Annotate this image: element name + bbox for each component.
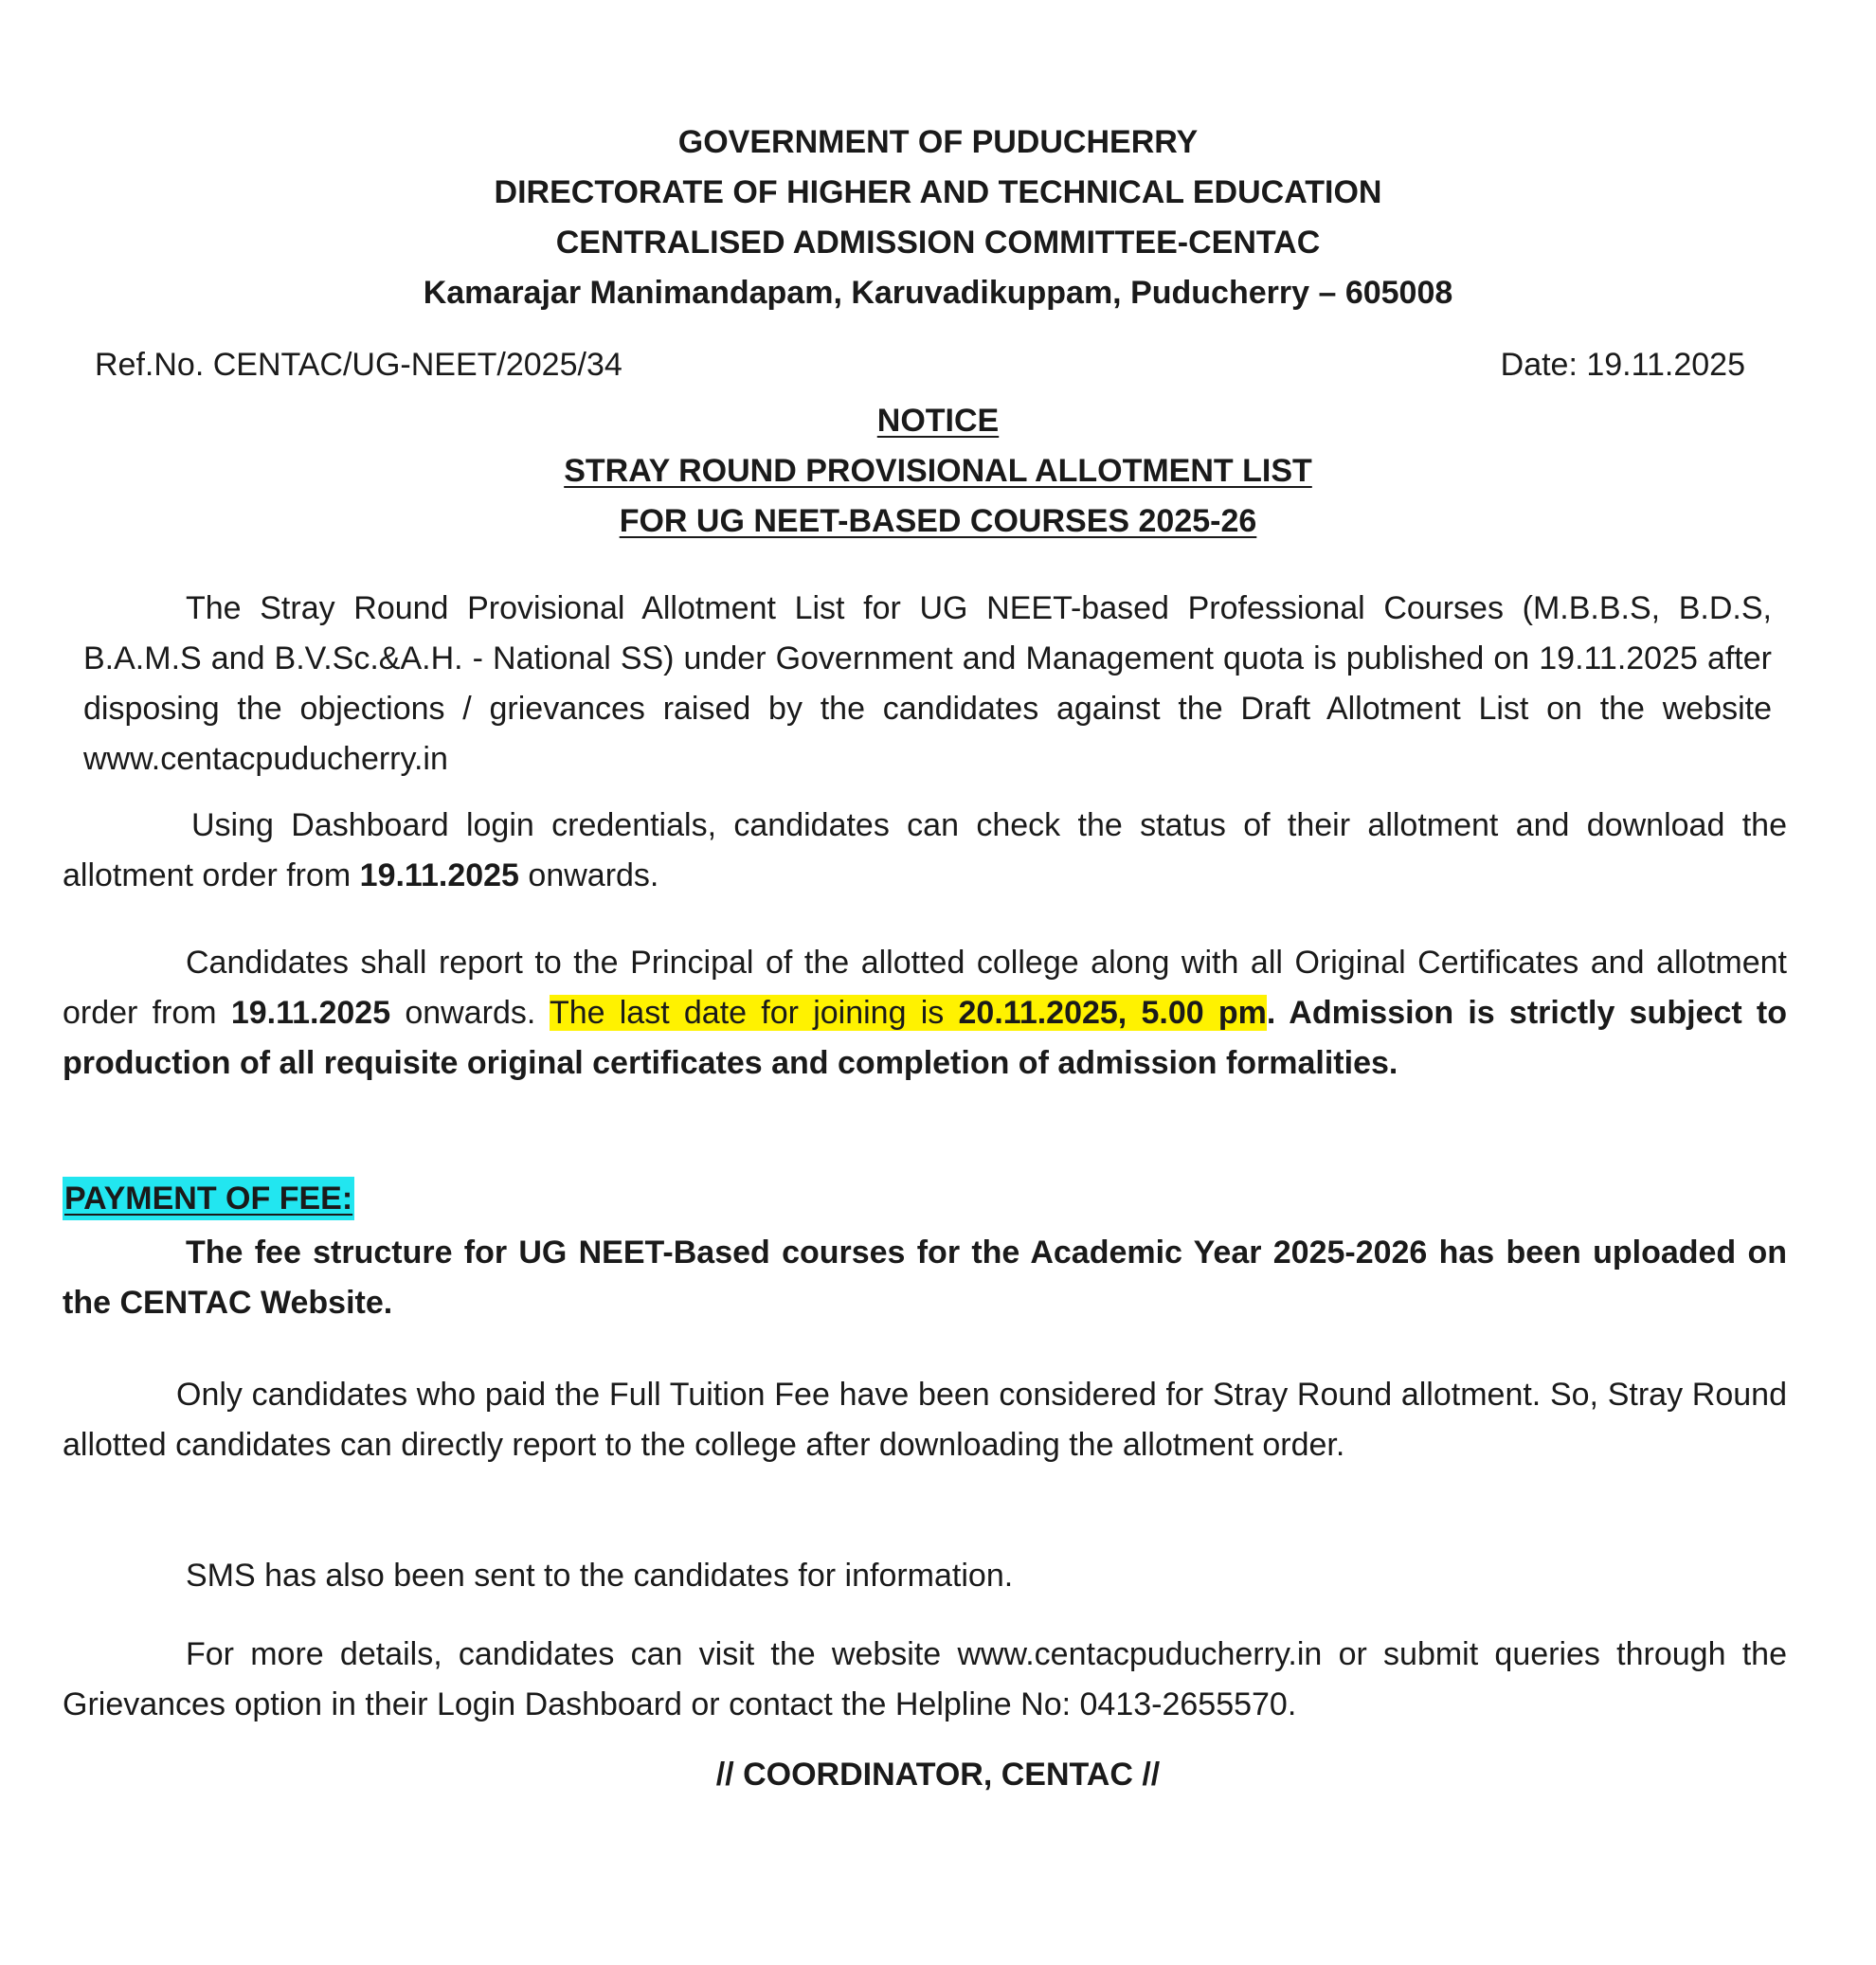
last-joining-date: 20.11.2025, 5.00 pm: [958, 995, 1267, 1031]
notice-title-line2: FOR UG NEET-BASED COURSES 2025-26: [619, 503, 1257, 539]
paragraph-more-details: For more details, candidates can visit the website www.centacpuducherry.in or submit queries through the Grievances option in their Login Dashboard or contact the Helpline No: 0413-2655570.: [63, 1636, 1787, 1722]
paragraph-allotment-list-text: The Stray Round Provisional Allotment List for UG NEET-based Professional Courses (M.B.B.S, B.D.S, B.A.M.S and B.V.Sc.&A.H. - National SS) under Government and Management quota is published on 19.11.2025 after disposing the objections / grievances raised by the candidates against the Draft Allotment List on the website www.centacpuducherry.in: [83, 590, 1772, 777]
letterhead-committee: CENTRALISED ADMISSION COMMITTEE-CENTAC: [555, 225, 1321, 261]
payment-of-fee-heading: PAYMENT OF FEE:: [63, 1177, 354, 1220]
notice-titles: [0, 396, 1876, 547]
letterhead: [0, 117, 1876, 318]
reporting-date: 19.11.2025: [230, 995, 391, 1031]
letterhead-government: GOVERNMENT OF PUDUCHERRY: [677, 124, 1199, 160]
paragraph-sms: SMS has also been sent to the candidates for information.: [186, 1558, 1014, 1594]
dashboard-date: 19.11.2025: [359, 857, 519, 893]
paragraph-dashboard: Using Dashboard login credentials, candidates can check the status of their allotment and download the allotment order from 19.11.2025 onwards.: [63, 807, 1787, 893]
paragraph-allotment-list: [83, 584, 1772, 784]
paragraph-tuition-fee: Only candidates who paid the Full Tuition Fee have been considered for Stray Round allotment. So, Stray Round allotted candidates can directly report to the college after downloading the allotment order.: [63, 1377, 1787, 1463]
paragraph-reporting: Candidates shall report to the Principal of the allotted college along with all Original Certificates and allotment order from 19.11.2025 onwards. The last date for joining is 20.11.2025, 5.00 pm. Admission is strictly subject to production of all requisite original certificates and completion of admission formalities.: [63, 945, 1787, 1081]
paragraph-fee-structure: The fee structure for UG NEET-Based courses for the Academic Year 2025-2026 has been uploaded on the CENTAC Website.: [63, 1235, 1787, 1321]
reference-number: Ref.No. CENTAC/UG-NEET/2025/34: [95, 347, 622, 383]
coordinator-signature: // COORDINATOR, CENTAC //: [715, 1757, 1161, 1793]
letterhead-address: Kamarajar Manimandapam, Karuvadikuppam, Puducherry – 605008: [423, 275, 1453, 311]
notice-date: Date: 19.11.2025: [1500, 347, 1745, 383]
letterhead-directorate: DIRECTORATE OF HIGHER AND TECHNICAL EDUCATION: [494, 174, 1382, 210]
notice-heading: NOTICE: [876, 403, 1000, 439]
last-date-highlight: The last date for joining is 20.11.2025, 5.00 pm: [549, 995, 1267, 1031]
admission-conditions: . Admission is strictly subject to production of all requisite original certificates and completion of admission formalities.: [63, 995, 1787, 1081]
notice-title-line1: STRAY ROUND PROVISIONAL ALLOTMENT LIST: [564, 453, 1312, 489]
